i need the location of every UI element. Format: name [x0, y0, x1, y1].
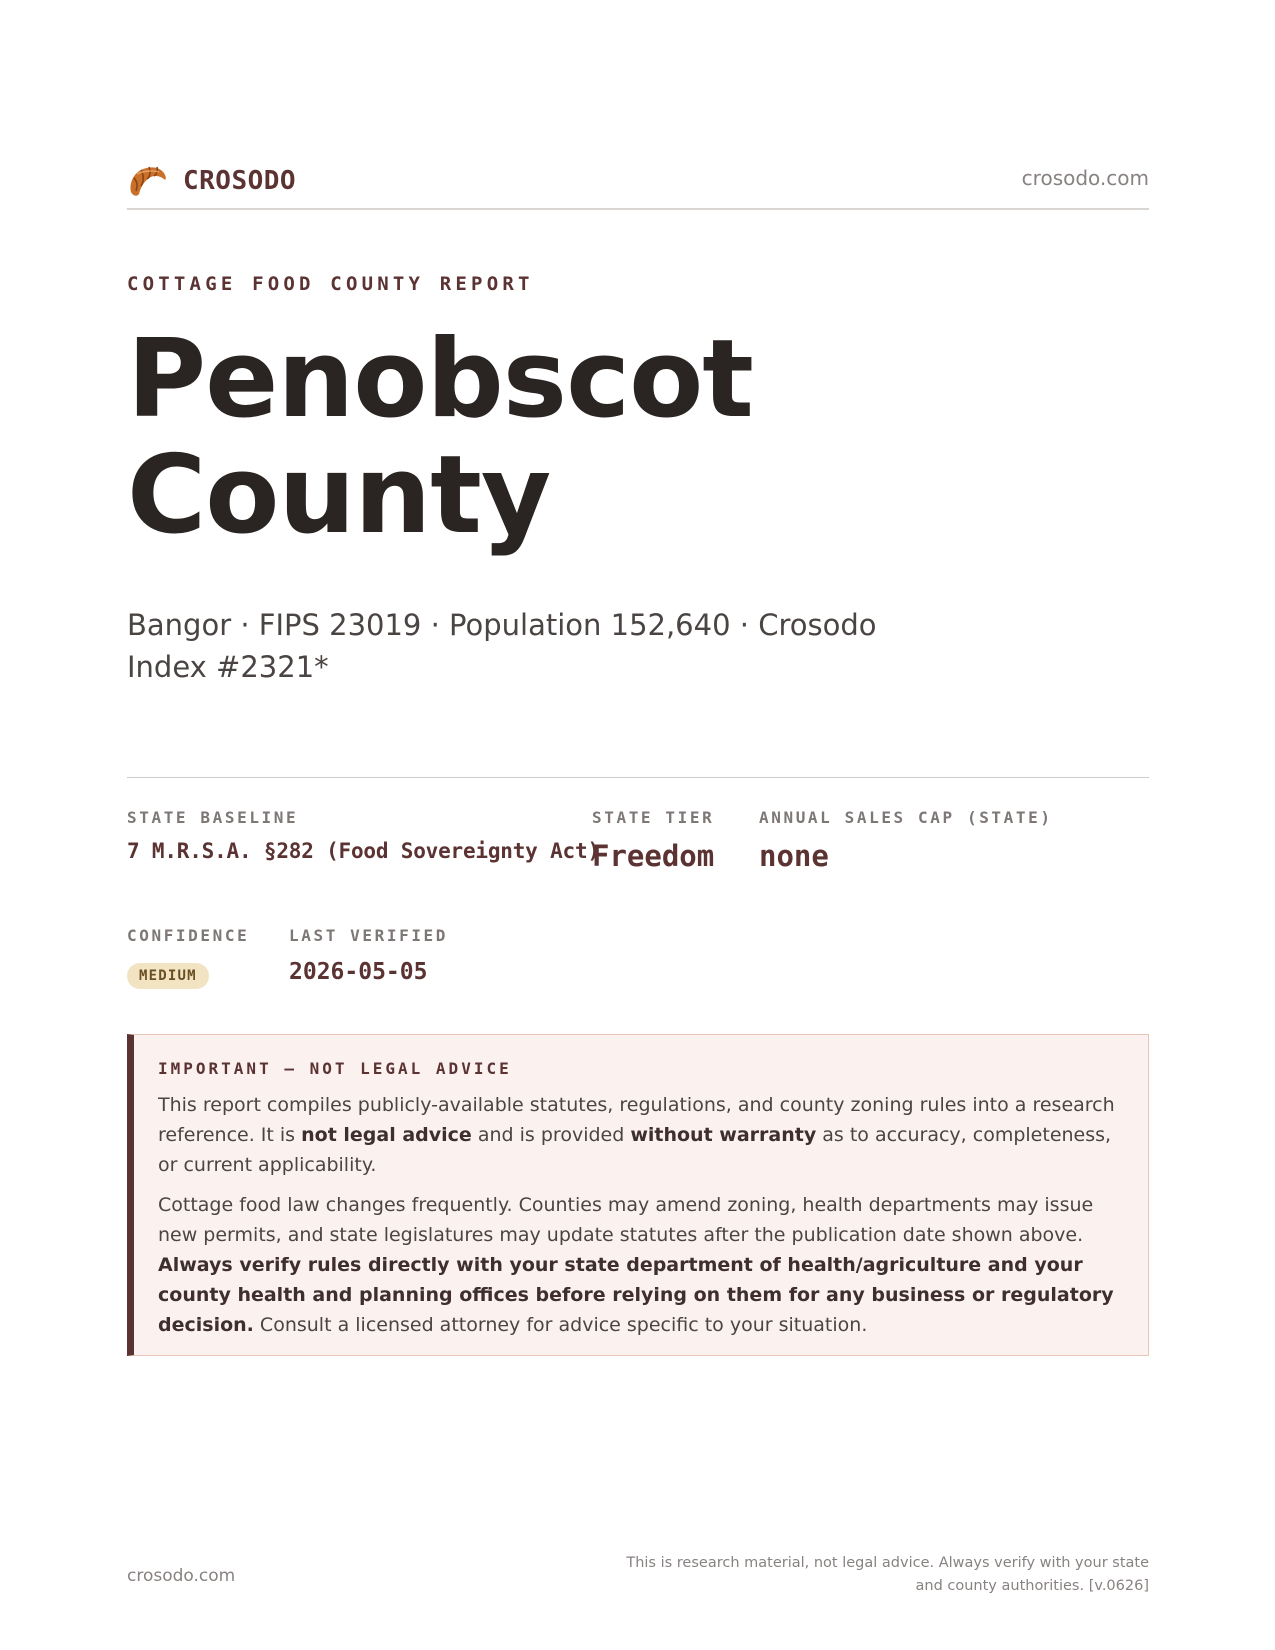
site-url[interactable]: crosodo.com	[1021, 166, 1149, 190]
report-page	[127, 0, 1149, 1650]
confidence-badge: MEDIUM	[127, 963, 209, 989]
state-tier-field	[592, 808, 714, 873]
last-verified-label: LAST VERIFIED	[289, 926, 449, 945]
disclaimer-paragraph-2	[158, 1190, 1122, 1340]
sales-cap-value: none	[759, 839, 829, 873]
state-baseline-value: 7 M.R.S.A. §282 (Food Sovereignty Act)	[127, 839, 600, 863]
last-verified-field	[289, 926, 448, 985]
footer-line-2: and county authorities. [v.0626]	[915, 1578, 1149, 1594]
disclaimer-text: Cottage food law changes frequently. Counties may amend zoning, health departments may issue new permits, and state legislatures may update statutes after the publication date shown above.	[158, 1194, 1094, 1246]
brand-name: CROSODO	[183, 166, 297, 196]
footer-site[interactable]: crosodo.com	[127, 1566, 236, 1586]
disclaimer-heading: IMPORTANT — NOT LEGAL ADVICE	[158, 1059, 512, 1078]
state-tier-label: STATE TIER	[592, 808, 715, 827]
disclaimer-emphasis: not legal advice	[301, 1124, 472, 1146]
confidence-label: CONFIDENCE	[127, 926, 250, 945]
confidence-field	[127, 926, 249, 989]
sales-cap-label: ANNUAL SALES CAP (STATE)	[759, 808, 1053, 827]
title-line-2: County	[127, 433, 551, 558]
disclaimer-text: Consult a licensed attorney for advice specific to your situation.	[253, 1314, 868, 1336]
report-eyebrow: COTTAGE FOOD COUNTY REPORT	[127, 273, 534, 295]
sales-cap-field	[759, 808, 1053, 873]
section-divider	[127, 777, 1149, 778]
page-header	[127, 156, 1149, 210]
disclaimer-emphasis: without warranty	[630, 1124, 817, 1146]
last-verified-value: 2026-05-05	[289, 959, 428, 985]
title-line-1: Penobscot	[127, 317, 753, 442]
county-summary: Bangor · FIPS 23019 · Population 152,640 · Crosodo Index #2321*	[127, 608, 877, 684]
disclaimer-text: This report compiles publicly-available statutes, regulations, and county zoning rules into a research reference. It is	[158, 1094, 1115, 1146]
disclaimer-paragraph-1	[158, 1090, 1122, 1180]
croissant-icon	[127, 162, 169, 200]
state-baseline-field	[127, 808, 600, 863]
state-baseline-label: STATE BASELINE	[127, 808, 299, 827]
legal-disclaimer	[127, 1034, 1149, 1356]
footer-line-1: This is research material, not legal advice. Always verify with your state	[626, 1555, 1149, 1571]
state-tier-value: Freedom	[592, 839, 715, 873]
page-title	[127, 317, 1127, 558]
footer-disclaimer	[609, 1552, 1149, 1598]
disclaimer-emphasis: Always verify rules directly with your state department of health/agriculture and your county health and planning offices before relying on them for any business or regulatory decision.	[158, 1254, 1114, 1336]
disclaimer-text: and is provided	[471, 1124, 631, 1146]
brand-logo	[127, 162, 296, 200]
disclaimer-text: as to accuracy, completeness, or current applicability.	[158, 1124, 1112, 1176]
